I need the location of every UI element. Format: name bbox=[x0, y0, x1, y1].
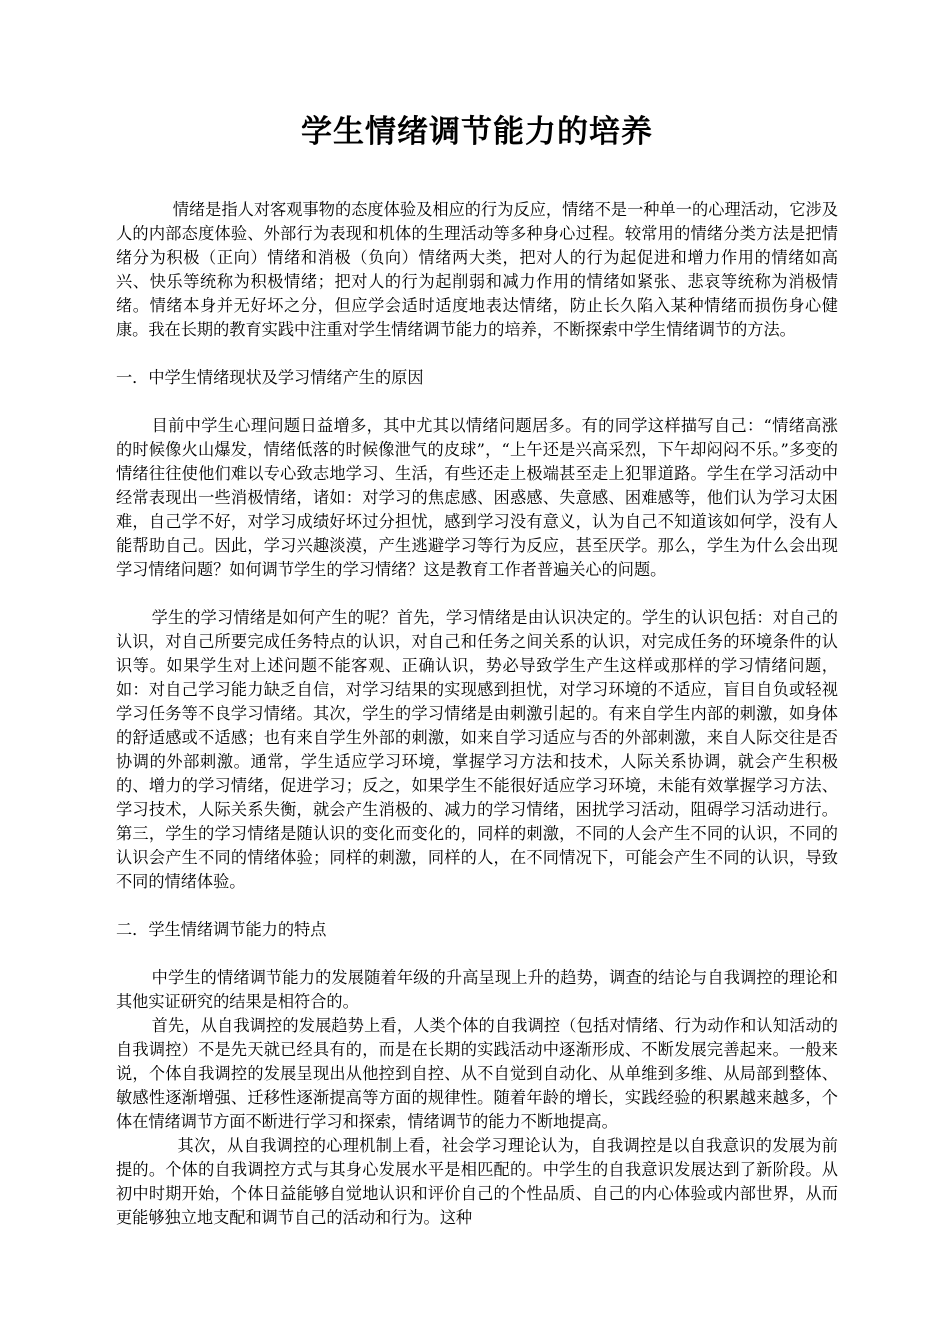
section-2-paragraph-3: 其次，从自我调控的心理机制上看，社会学习理论认为，自我调控是以自我意识的发展为前提的。个体的自我调控方式与其身心发展水平是相匹配的。中学生的自我意识发展达到了新阶段。从初中时期开始，个体日益能够自觉地认识和评价自己的个性品质、自己的内心体验或内部世界，从而更能够独立地支配和调节自己的活动和行为。这种 bbox=[116, 1136, 838, 1227]
section-1-paragraph-1: 目前中学生心理问题日益增多，其中尤其以情绪问题居多。有的同学这样描写自己：“情绪高涨的时候像火山爆发，情绪低落的时候像泄气的皮球”，“上午还是兴高采烈，下午却闷闷不乐。”多变的情绪往往使他们难以专心致志地学习、生活，有些还走上极端甚至走上犯罪道路。学生在学习活动中经常表现出一些消极情绪，诸如：对学习的焦虑感、困惑感、失意感、困难感等，他们认为学习太困难，自己学不好，对学习成绩好坏过分担忧，感到学习没有意义，认为自己不知道该如何学，没有人能帮助自己。因此，学习兴趣淡漠，产生逃避学习等行为反应，甚至厌学。那么，学生为什么会出现学习情绪问题？如何调节学生的学习情绪？这是教育工作者普遍关心的问题。 bbox=[116, 416, 838, 579]
intro-paragraph: 情绪是指人对客观事物的态度体验及相应的行为反应，情绪不是一种单一的心理活动，它涉及人的内部态度体验、外部行为表现和机体的生理活动等多种身心过程。较常用的情绪分类方法是把情绪分为积极（正向）情绪和消极（负向）情绪两大类，把对人的行为起促进和增力作用的情绪如高兴、快乐等统称为积极情绪；把对人的行为起削弱和减力作用的情绪如紧张、悲哀等统称为消极情绪。情绪本身并无好坏之分，但应学会适时适度地表达情绪，防止长久陷入某种情绪而损伤身心健康。我在长期的教育实践中注重对学生情绪调节能力的培养，不断探索中学生情绪调节的方法。 bbox=[116, 200, 838, 339]
document-page bbox=[116, 112, 838, 1230]
section-2-heading: 二．学生情绪调节能力的特点 bbox=[116, 920, 327, 939]
section-1-paragraph-2: 学生的学习情绪是如何产生的呢？首先，学习情绪是由认识决定的。学生的认识包括：对自己的认识，对自己所要完成任务特点的认识，对自己和任务之间关系的认识，对完成任务的环境条件的认识等。如果学生对上述问题不能客观、正确认识，势必导致学生产生这样或那样的学习情绪问题，如：对自己学习能力缺乏自信，对学习结果的实现感到担忧，对学习环境的不适应，盲目自负或轻视学习任务等不良学习情绪。其次，学生的学习情绪是由刺激引起的。有来自学生内部的刺激，如身体的舒适感或不适感；也有来自学生外部的刺激，如来自学习适应与否的外部刺激，来自人际交往是否协调的外部刺激。通常，学生适应学习环境，掌握学习方法和技术，人际关系协调，就会产生积极的、增力的学习情绪，促进学习；反之，如果学生不能很好适应学习环境，未能有效掌握学习方法、学习技术，人际关系失衡，就会产生消极的、减力的学习情绪，困扰学习活动，阻碍学习活动进行。第三，学生的学习情绪是随认识的变化而变化的，同样的刺激，不同的人会产生不同的认识，不同的认识会产生不同的情绪体验；同样的刺激，同样的人，在不同情况下，可能会产生不同的认识，导致不同的情绪体验。 bbox=[116, 608, 838, 891]
section-1-heading: 一．中学生情绪现状及学习情绪产生的原因 bbox=[116, 368, 424, 387]
section-2-paragraph-2: 首先，从自我调控的发展趋势上看，人类个体的自我调控（包括对情绪、行为动作和认知活动的自我调控）不是先天就已经具有的，而是在长期的实践活动中逐渐形成、不断发展完善起来。一般来说，个体自我调控的发展呈现出从他控到自控、从不自觉到自动化、从单维到多维、从局部到整体、敏感性逐渐增强、迁移性逐渐提高等方面的规律性。随着年龄的增长，实践经验的积累越来越多，个体在情绪调节方面不断进行学习和探索，情绪调节的能力不断地提高。 bbox=[116, 1016, 838, 1131]
section-2-paragraph-1: 中学生的情绪调节能力的发展随着年级的升高呈现上升的趋势，调查的结论与自我调控的理论和其他实证研究的结果是相符合的。 bbox=[116, 968, 838, 1011]
document-title: 学生情绪调节能力的培养 bbox=[301, 114, 653, 150]
